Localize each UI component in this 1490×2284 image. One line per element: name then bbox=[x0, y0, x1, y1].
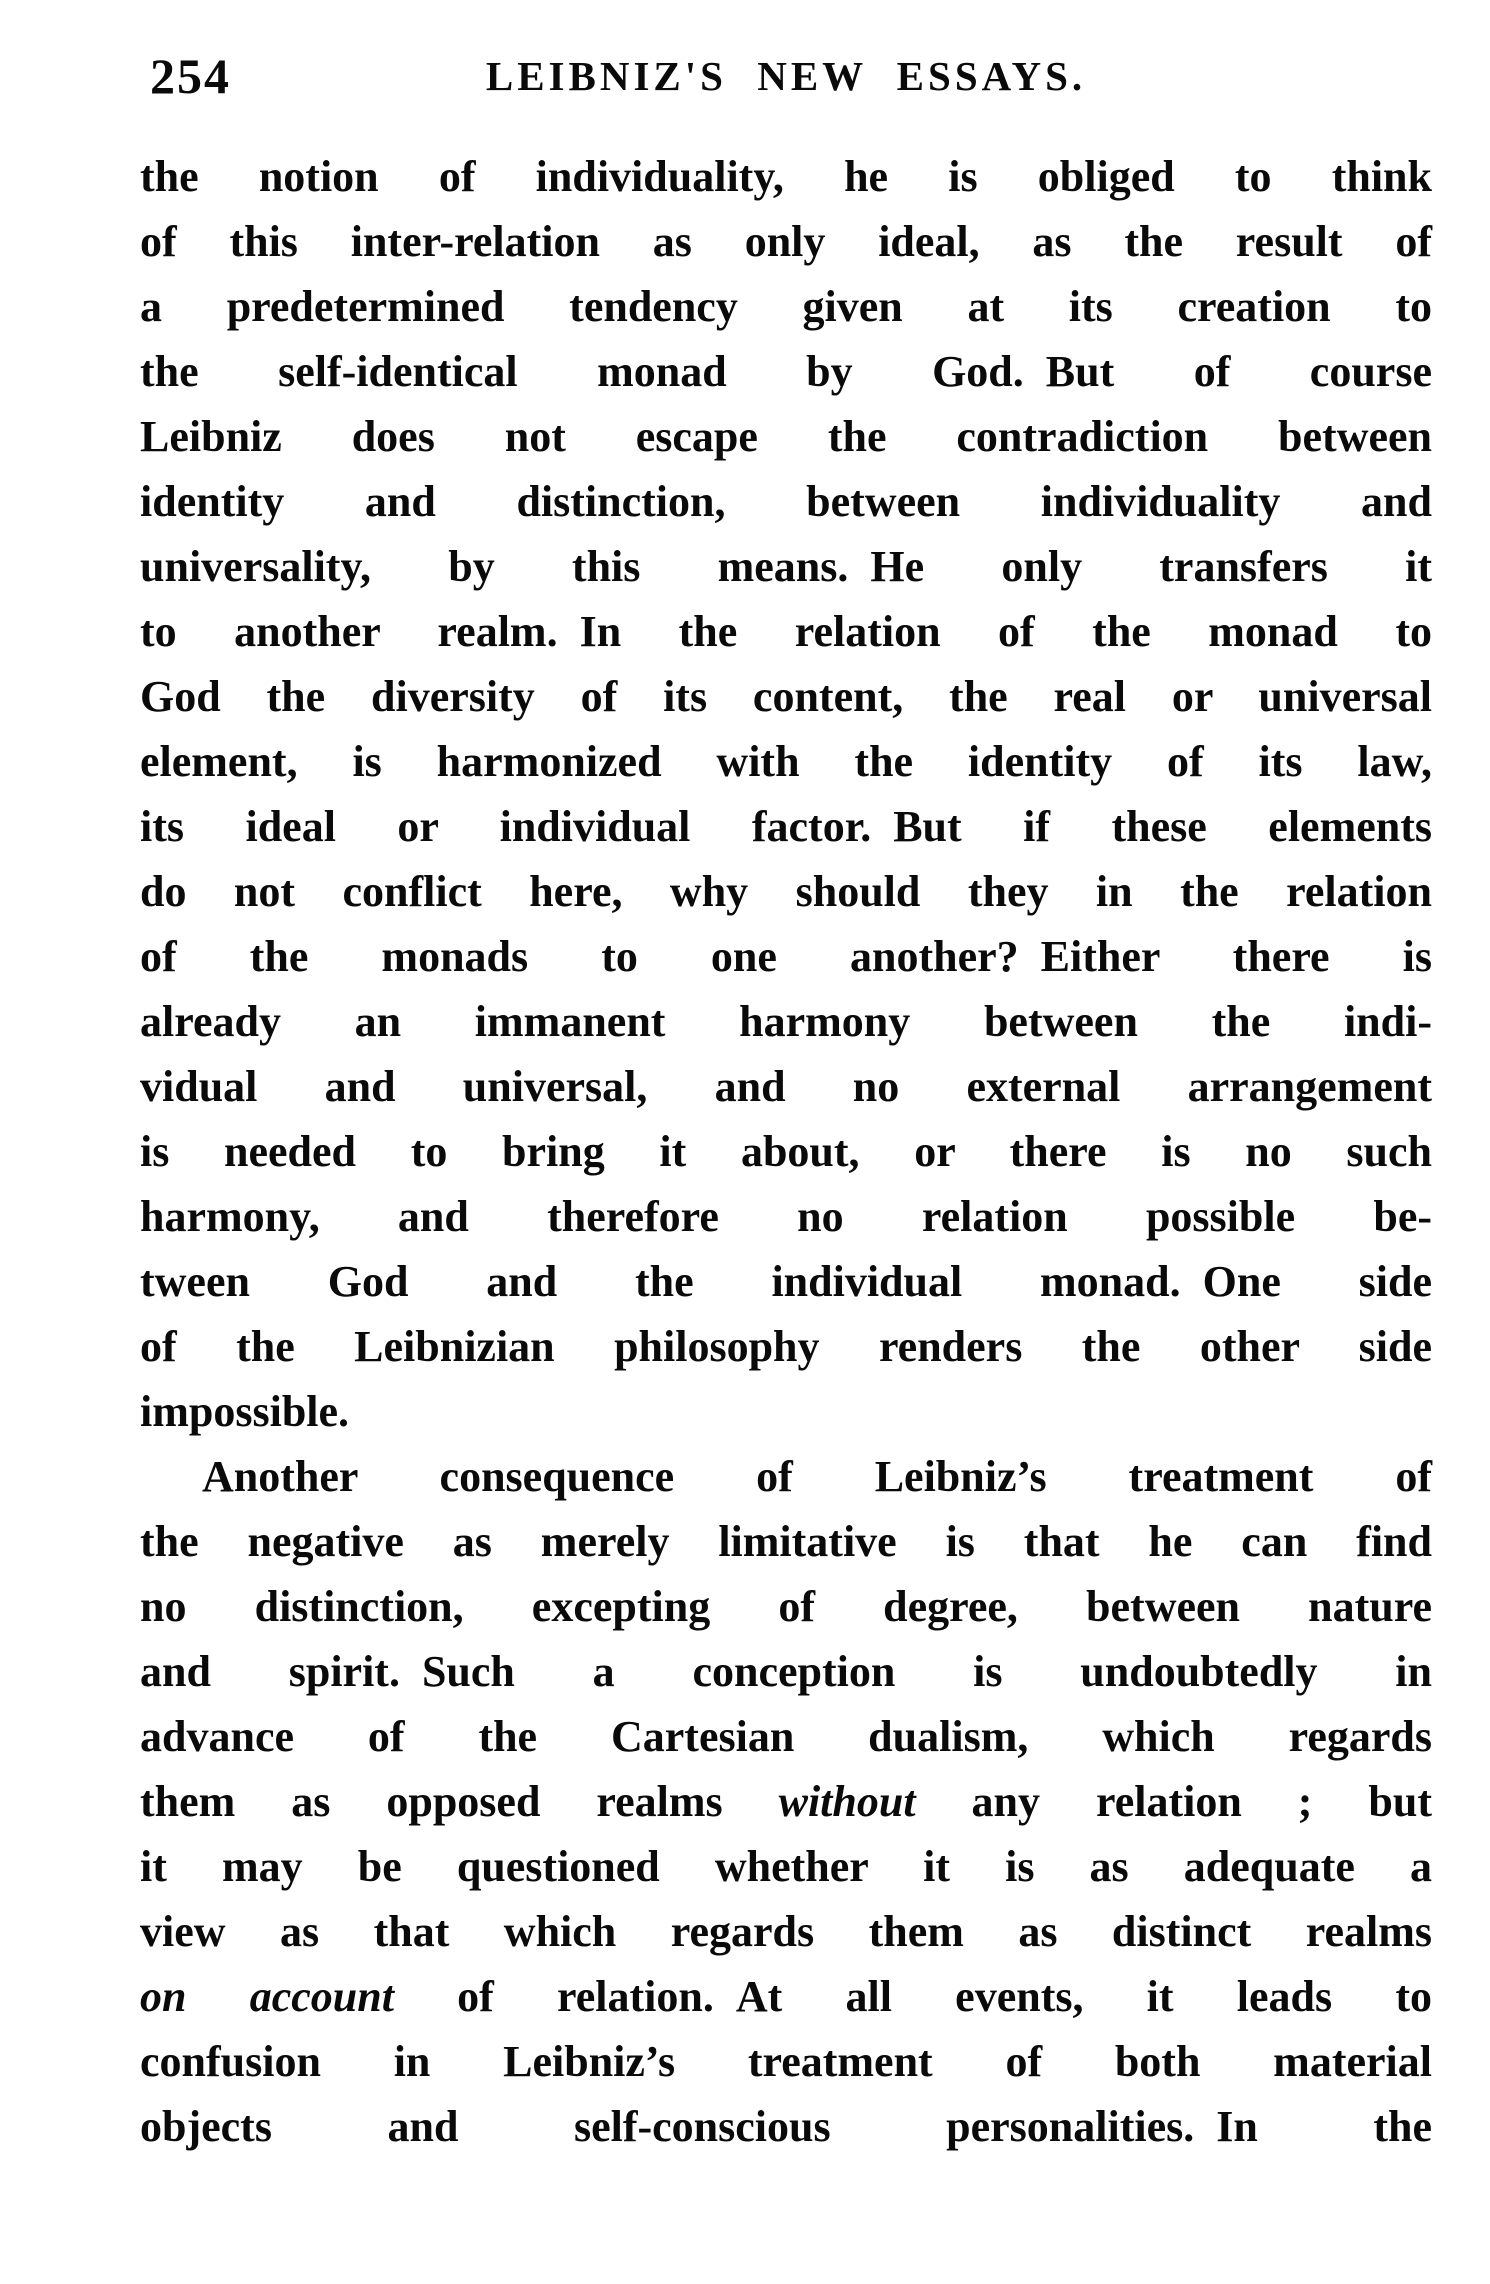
page-number: 254 bbox=[150, 48, 231, 104]
text-segment: is needed to bring it about, or there is no such bbox=[140, 1127, 1432, 1176]
text-line bbox=[140, 469, 1432, 534]
text-line bbox=[140, 1899, 1432, 1964]
text-line bbox=[140, 534, 1432, 599]
text-segment: view as that which regards them as distinct realms bbox=[140, 1907, 1432, 1956]
text-line bbox=[140, 404, 1432, 469]
text-line bbox=[140, 1444, 1432, 1509]
text-line bbox=[140, 2029, 1432, 2094]
text-segment: vidual and universal, and no external arrangement bbox=[140, 1062, 1432, 1111]
text-segment: God the diversity of its content, the real or universal bbox=[140, 672, 1432, 721]
text-line bbox=[140, 1509, 1432, 1574]
text-segment: it may be questioned whether it is as adequate a bbox=[140, 1842, 1432, 1891]
text-segment: element, is harmonized with the identity of its law, bbox=[140, 737, 1432, 786]
text-segment: confusion in Leibniz’s treatment of both material bbox=[140, 2037, 1432, 2086]
text-line bbox=[140, 209, 1432, 274]
body-text bbox=[140, 144, 1432, 2159]
text-segment: universality, by this means. He only transfers it bbox=[140, 542, 1432, 591]
running-head bbox=[140, 48, 1432, 110]
text-line bbox=[140, 924, 1432, 989]
text-line bbox=[140, 1769, 1432, 1834]
text-line bbox=[140, 729, 1432, 794]
text-segment: any relation ; but bbox=[915, 1777, 1432, 1826]
running-header-title: LEIBNIZ'S NEW ESSAYS. bbox=[485, 53, 1087, 99]
text-line bbox=[140, 1574, 1432, 1639]
text-segment: its ideal or individual factor. But if these elements bbox=[140, 802, 1432, 851]
text-segment: Leibniz does not escape the contradiction between bbox=[140, 412, 1432, 461]
text-segment: of this inter-relation as only ideal, as the result of bbox=[140, 217, 1432, 266]
text-segment: no distinction, excepting of degree, between nature bbox=[140, 1582, 1432, 1631]
text-segment: of the monads to one another? Either there is bbox=[140, 932, 1432, 981]
text-line bbox=[140, 144, 1432, 209]
text-segment: tween God and the individual monad. One side bbox=[140, 1257, 1432, 1306]
text-line bbox=[140, 859, 1432, 924]
text-line bbox=[140, 2094, 1432, 2159]
text-line bbox=[140, 1314, 1432, 1379]
text-segment: to another realm. In the relation of the monad to bbox=[140, 607, 1432, 656]
text-segment: of the Leibnizian philosophy renders the other side bbox=[140, 1322, 1432, 1371]
text-segment: the negative as merely limitative is that he can find bbox=[140, 1517, 1432, 1566]
text-segment: already an immanent harmony between the indi- bbox=[140, 997, 1432, 1046]
text-segment: objects and self-conscious personalities. In the bbox=[140, 2102, 1432, 2151]
text-segment: do not conflict here, why should they in the relation bbox=[140, 867, 1432, 916]
italic-text: without bbox=[778, 1777, 916, 1826]
text-line bbox=[140, 1704, 1432, 1769]
text-line bbox=[140, 1639, 1432, 1704]
text-segment: the notion of individuality, he is obliged to think bbox=[140, 152, 1432, 201]
text-line bbox=[140, 1184, 1432, 1249]
text-line bbox=[140, 1054, 1432, 1119]
text-segment: advance of the Cartesian dualism, which regards bbox=[140, 1712, 1432, 1761]
text-segment: identity and distinction, between individuality and bbox=[140, 477, 1432, 526]
text-segment: a predetermined tendency given at its creation to bbox=[140, 282, 1432, 331]
text-line bbox=[140, 989, 1432, 1054]
text-line bbox=[140, 1379, 1432, 1444]
text-segment: Another consequence of Leibniz’s treatment of bbox=[202, 1452, 1432, 1501]
text-segment: of relation. At all events, it leads to bbox=[393, 1972, 1432, 2021]
text-segment: harmony, and therefore no relation possible be- bbox=[140, 1192, 1432, 1241]
text-segment: impossible. bbox=[140, 1387, 350, 1436]
text-segment: the self-identical monad by God. But of course bbox=[140, 347, 1432, 396]
text-segment: and spirit. Such a conception is undoubtedly in bbox=[140, 1647, 1432, 1696]
italic-text: on account bbox=[140, 1972, 394, 2021]
text-line bbox=[140, 599, 1432, 664]
text-line bbox=[140, 664, 1432, 729]
text-line bbox=[140, 1834, 1432, 1899]
text-line bbox=[140, 1119, 1432, 1184]
text-line bbox=[140, 794, 1432, 859]
text-line bbox=[140, 339, 1432, 404]
text-line bbox=[140, 1964, 1432, 2029]
text-line bbox=[140, 274, 1432, 339]
text-segment: them as opposed realms bbox=[140, 1777, 779, 1826]
text-line bbox=[140, 1249, 1432, 1314]
